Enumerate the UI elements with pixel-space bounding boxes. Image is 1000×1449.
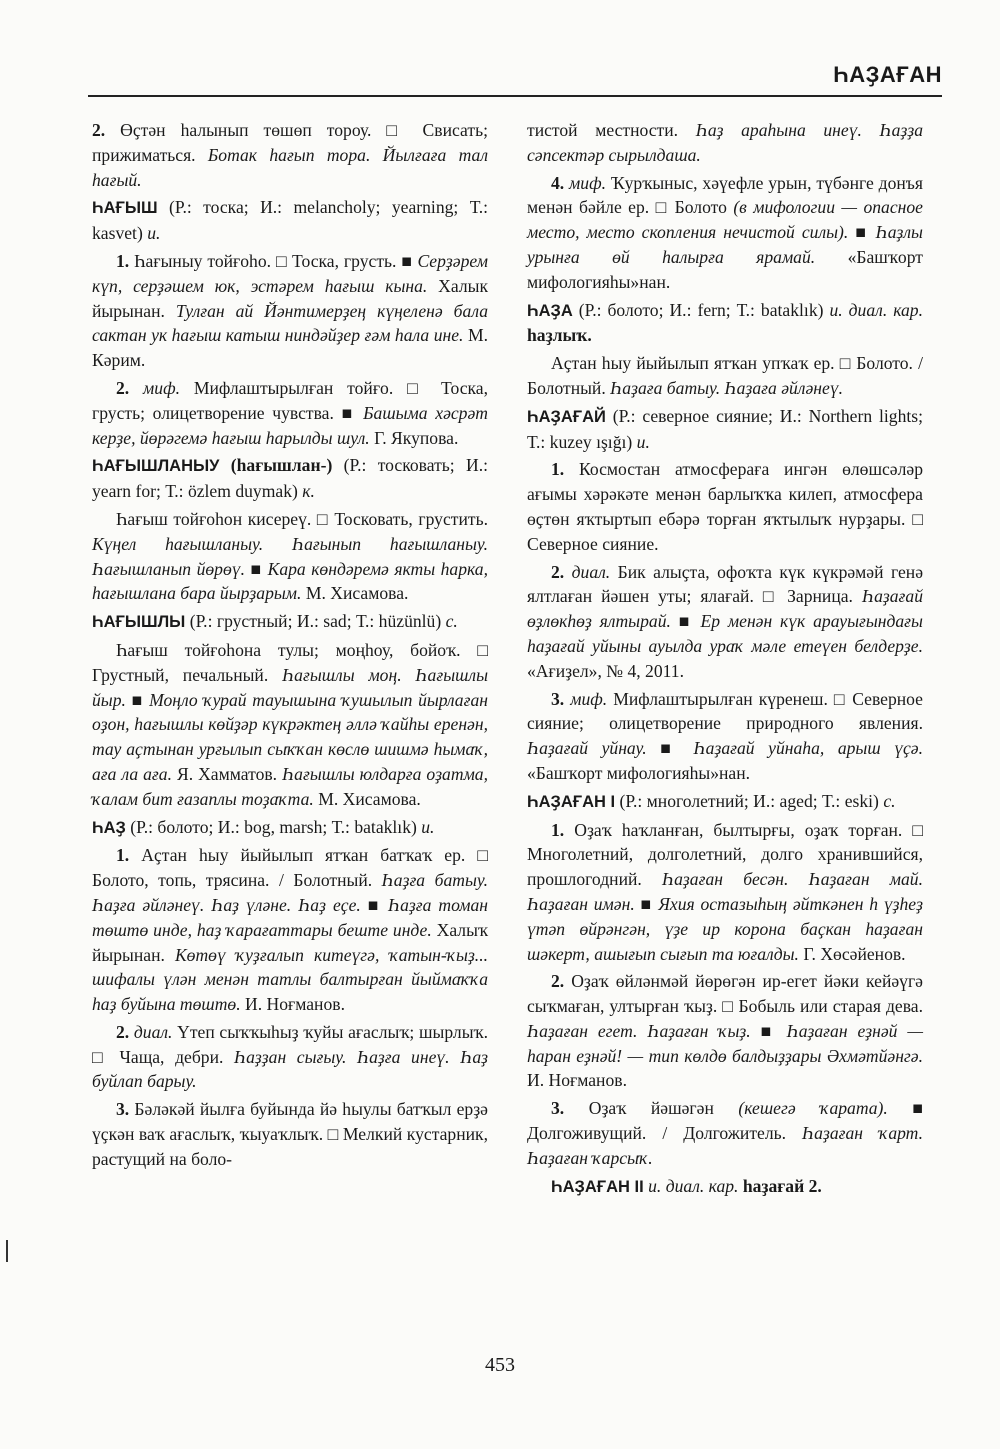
entry-text: Һаҙҙан сығыу. Һаҙға инеү. Һаҙ буйлап барыу. — [92, 1046, 488, 1092]
headword: ҺАҘ — [92, 818, 126, 837]
entry-text: Чаща, дебри. — [108, 1046, 234, 1067]
entry-text: Һағыш тойғоһон кисереү. — [116, 508, 317, 529]
entry-text: Оҙаҡ һаҡланған, былтырғы, оҙаҡ торған. — [574, 819, 913, 840]
entry-text: Бик алыҫта, офоҡта күк күкрәмәй генә ялтлаған йәшен уты; ялағай. — [527, 561, 923, 607]
entry-text: (Р.: тосковать; И.: yearn for; Т.: özlem duymak) — [92, 455, 488, 502]
entry-headline — [92, 195, 488, 246]
entry-sense — [527, 351, 923, 401]
header-rule — [88, 95, 942, 97]
entry-text: и. — [421, 816, 435, 837]
entry-headline — [527, 404, 923, 455]
entry-sense — [527, 118, 923, 168]
entry-text: М. Хисамова. — [313, 788, 421, 809]
entry-text: Һаҙағай уйнау. — [527, 738, 647, 759]
entry-text: М. Хисамова. — [301, 583, 409, 604]
entry-text: Мифлаштырылған тойғо. — [179, 377, 408, 398]
entry-text: с. — [883, 790, 896, 811]
entry-text: Серҙәрем күп, серҙәшем юк, эстәрем һағыш кына. — [92, 250, 488, 296]
entry-text: Һаҙаған егет. Һаҙаған ҡыҙ. — [527, 1020, 751, 1041]
entry-text: Һаҙағай уйнаһа, арыш үҫә. — [679, 738, 924, 759]
entry-text — [751, 1021, 761, 1041]
entry-text: 3. — [551, 1098, 589, 1119]
entry-text: Мифлаштырылған күренеш. — [607, 688, 834, 709]
entry-text: Һаҙаға батыу. Һаҙаға әйләнеү. — [610, 377, 844, 398]
translation-marker-icon — [840, 353, 851, 373]
entry-text: Многолетний, долголетний, долго хранившийся, прошлогодний. — [527, 844, 923, 890]
entry-text: Бәләкәй йылға буйында йә һыулы батҡыл ерҙә үҫкән ваҡ ағаслыҡ, ҡыуаҡлыҡ. — [92, 1099, 488, 1145]
entry-text: (Р.: болото; И.: bog, marsh; Т.: bataklık) — [125, 816, 422, 837]
entry-text: Һаҙ араһына инеү. Һаҙҙа сәпсектәр сырылдаша. — [527, 120, 923, 165]
translation-marker-icon — [317, 509, 329, 529]
headword: ҺАҘАҒАН II — [551, 1177, 644, 1196]
entry-text: (кешегә ҡарата). — [738, 1098, 888, 1119]
entry-text: Оҙаҡ өйләнмәй йөрөгән ир-егет йәки кейәүгә сыҡмаған, ултырған ҡыҙ. — [527, 971, 923, 1017]
entry-text: Свисать; прижиматься. — [92, 120, 488, 165]
entry-text: И. Ноғманов. — [240, 994, 345, 1015]
entry-sense — [527, 171, 923, 295]
translation-marker-icon — [834, 689, 846, 709]
translation-marker-icon — [912, 509, 923, 529]
entry-text: Грустный, печальный. — [92, 664, 283, 685]
translation-marker-icon — [477, 845, 488, 865]
translation-marker-icon — [912, 820, 923, 840]
translation-marker-icon — [386, 120, 407, 140]
entry-text: Көтөү ҡуҙғалып китеүгә, ҡатын-ҡыҙ... шифалы үлән менән татлы балтырған йыймаҡҡа һаҙ буйына төштө. — [92, 944, 489, 1015]
example-marker-icon — [368, 895, 381, 915]
entry-sense — [92, 118, 488, 192]
entry-text: 3. — [551, 688, 571, 709]
entry-text: 1. — [551, 459, 579, 480]
entry-text: к. — [302, 481, 315, 502]
entry-text: диал. — [571, 561, 611, 582]
entry-text: (в мифологии — опасное место, место скопления нечистой силы). — [527, 197, 923, 243]
entry-sense — [92, 376, 488, 450]
entry-text: «Ағиҙел», № 4, 2011. — [527, 660, 684, 681]
entry-text: и. диал. кар. — [643, 1175, 739, 1196]
entry-text: Һаҙлы урынға өй һалырға ярамай. — [527, 222, 923, 267]
entry-sense — [92, 1020, 488, 1094]
entry-text: Ер менән күк арауығындағы һаҙағай уйыны ауылда ураҡ мәле етеүен белдерҙе. — [527, 611, 923, 656]
entry-text: Һаҙға батыу. Һаҙға әйләнеү. Һаҙ үләне. Һаҙ еҫе. — [92, 870, 488, 915]
entry-text: Һағыныу тойғоһо. — [134, 250, 276, 271]
entry-text: Һаҙағай өҙлөкһөҙ ялтырай. — [527, 586, 923, 632]
margin-mark — [6, 1240, 8, 1262]
entry-sense — [527, 1096, 923, 1170]
running-head: ҺАҘАҒАН — [833, 62, 942, 87]
entry-text — [647, 738, 661, 758]
example-marker-icon — [855, 222, 868, 242]
entry-text: «Башҡорт мифологияһы»нан. — [527, 762, 751, 783]
entry-text: миф. — [569, 172, 606, 193]
entry-sense — [527, 560, 923, 684]
entry-text: Оҙаҡ йәшәгән — [588, 1098, 739, 1119]
example-marker-icon — [250, 559, 262, 579]
entry-text: Тосковать, грустить. — [328, 508, 488, 529]
entry-text: с. — [445, 611, 458, 632]
entry-text: Мелкий кустарник, растущий на боло- — [92, 1124, 488, 1169]
entry-text: Я. Хамматов. — [171, 763, 283, 784]
entry-text: «Башҡорт мифологияһы»нан. — [527, 246, 923, 292]
entry-text: Башыма хәсрәт керҙе, йөрәгемә һағыш һарылды шул. — [92, 402, 488, 448]
example-marker-icon — [641, 894, 653, 914]
entry-text: Северное сияние. — [527, 533, 659, 554]
translation-marker-icon — [763, 586, 778, 606]
entry-sense — [92, 638, 488, 812]
entry-text: 2. — [92, 120, 121, 140]
example-marker-icon — [679, 611, 693, 631]
entry-text — [671, 611, 679, 631]
entry-text: Болото. / Болотный. — [527, 353, 923, 398]
entry-headline — [527, 298, 923, 349]
entry-text: 3. — [116, 1099, 135, 1120]
entry-text: диал. — [133, 1021, 173, 1042]
entry-text: Үтеп сыҡҡыһыҙ ҡуйы ағаслыҡ; шырлыҡ. — [172, 1021, 488, 1042]
headword: ҺАҒЫШ — [92, 199, 158, 218]
entry-sense — [92, 843, 488, 1017]
entry-sense — [527, 1174, 923, 1200]
entry-text: Һаҙаған еҙнәй — һаран еҙнәй! — тип көлдө балдыҙҙары Әхмәтйәнгә. — [527, 1020, 923, 1066]
entry-text: Өҫтән һалынып төшөп тороу. — [120, 120, 387, 140]
entry-text: Һаҙаған бесән. Һаҙаған май. Һаҙаған имән. — [527, 869, 923, 914]
entry-sense — [527, 687, 923, 786]
headword: ҺАҘА — [527, 301, 573, 320]
entry-text: Бобыль или старая дева. — [733, 996, 923, 1017]
entry-text: Яхия остазыһың әйткәнен һ үҙһеҙ үтәп өйрәнгән, үҙе ир корона баҫкан һаҙаған шәкерт, ашығып сығып та юғалды. — [527, 893, 923, 964]
entry-text: М. Кәрим. — [92, 325, 488, 371]
entry-text: 2. — [551, 971, 572, 992]
entry-text: миф. — [143, 377, 180, 398]
entry-text: Күңел һағышланыу. Һағынып һағышланыу. Һағышланып йөрөү. — [92, 533, 488, 579]
headword: ҺАҘАҒАЙ — [527, 407, 606, 426]
entry-text: Ҡурҡыныс, хәүефле урын, түбәнге донъя менән бәйле ер. — [527, 172, 923, 218]
page-number: 453 — [485, 1354, 515, 1376]
example-marker-icon — [132, 690, 144, 710]
translation-marker-icon — [276, 251, 287, 271]
entry-headline — [92, 609, 488, 635]
example-marker-icon — [660, 738, 680, 758]
entry-text: Северное сияние; олицетворение природного явления. — [527, 688, 923, 734]
headword: ҺАҘАҒАН I — [527, 792, 616, 811]
entry-text: Болото — [668, 197, 734, 218]
left-column — [92, 118, 488, 1175]
right-column — [527, 118, 923, 1202]
entry-sense — [527, 969, 923, 1093]
entry-text: Космостан атмосфераға ингән өлөшсәләр ағымы хәрәкәте менән барлыҡҡа килеп, атмосфера өҫтөн яҡтыртып ебәрә торған яҡтылыҡ нурҙары. — [527, 459, 924, 529]
entry-text: Һағышлы юлдарға оҙатма, ҡалам бит ғазаплы тоҙаҡта. — [92, 763, 488, 809]
entry-text: и. — [636, 431, 650, 452]
entry-text: Зарница. — [778, 586, 862, 607]
entry-text: И. Ноғманов. — [527, 1070, 627, 1091]
entry-sense — [527, 457, 923, 556]
entry-text: 1. — [116, 250, 135, 271]
entry-sense — [527, 818, 923, 967]
entry-text: Аҫтан һыу йыйылып ятҡан батҡаҡ ер. — [141, 845, 478, 866]
entry-text: (Р.: болото; И.: fern; Т.: bataklık) — [572, 299, 830, 320]
entry-text: и. диал. кар. — [829, 299, 923, 320]
entry-headline — [92, 815, 488, 841]
entry-text: 2. — [551, 561, 572, 582]
example-marker-icon — [401, 251, 412, 271]
entry-text: һаҙағай 2. — [738, 1175, 822, 1196]
translation-marker-icon — [477, 640, 488, 660]
entry-text: (Р.: многолетний; И.: aged; Т.: eski) — [615, 790, 884, 811]
entry-text: Халыҡ йырынан. — [92, 919, 488, 965]
entry-text: Долгоживущий. / Долгожитель. — [527, 1123, 803, 1144]
entry-text: Һағыш тойғоһона тулы; моңһоу, бойоҡ. — [116, 639, 478, 660]
entry-text: Тулған ай Йәнтимерҙең күңеленә бала сактан ук һағыш катыш ниндәйҙер ғәм һала ине. — [92, 300, 489, 346]
entry-text — [888, 1098, 913, 1118]
entry-text: 4. — [551, 172, 570, 193]
entry-text: Ботак һағып тора. Йылғаға тал һағый. — [92, 144, 488, 190]
entry-text: 1. — [551, 819, 575, 840]
entry-sense — [92, 507, 488, 606]
translation-marker-icon — [656, 197, 669, 217]
entry-text: (Р.: северное сияние; И.: Northern lights; Т.: kuzey ışığı) — [527, 405, 923, 452]
entry-text: 1. — [116, 845, 142, 866]
example-marker-icon — [342, 403, 356, 423]
entry-text: 2. — [116, 1021, 134, 1042]
entry-text: (Р.: тоска; И.: melancholy; yearning; Т.: kasvet) — [92, 197, 488, 244]
entry-text: Тоска, грусть. — [287, 250, 402, 271]
entry-text: Һаҙаған ҡарт. Һаҙаған ҡарсыҡ. — [527, 1123, 923, 1168]
entry-text: (Р.: грустный; И.: sad; Т.: hüzünlü) — [185, 611, 446, 632]
translation-marker-icon — [328, 1124, 339, 1144]
entry-text: Һаҙға томан төштө инде, һаҙ ҡарағаттары беште инде. — [92, 894, 488, 940]
translation-marker-icon — [92, 1047, 109, 1067]
headword: ҺАҒЫШЛЫ — [92, 613, 186, 632]
example-marker-icon — [912, 1098, 923, 1118]
entry-text: миф. — [570, 688, 608, 709]
translation-marker-icon — [722, 996, 733, 1016]
entry-text: Моңло ҡурай тауышына ҡушылып йырлаған оҙон, һағышлы көйҙәр күкрәктең әллә ҡайһы еренән, тау аҫтынан урғылып сыҡҡан көслө шишмә һымаҡ, аға ла аға. — [92, 689, 488, 784]
entry-text: Г. Хөсәйенов. — [798, 943, 906, 964]
entry-text: Һағышлы моң. Һағышлы йыр. — [92, 664, 488, 710]
entry-text: Халык йырынан. — [92, 275, 488, 321]
entry-text: и. — [147, 223, 161, 244]
entry-text: Кара көндәремә якты һарка, һағышлана бара йырҙарым. — [92, 558, 488, 604]
entry-sense — [92, 249, 488, 373]
translation-marker-icon — [407, 378, 427, 398]
example-marker-icon — [761, 1021, 777, 1041]
entry-sense — [92, 1097, 488, 1171]
entry-text: Г. Якупова. — [369, 427, 459, 448]
entry-headline — [92, 453, 488, 504]
entry-text: Аҫтан һыу йыйылып ятҡан упҡаҡ ер. — [551, 353, 840, 374]
entry-text: (һағышлан-) — [219, 455, 333, 476]
entry-text — [361, 895, 368, 915]
entry-text: һаҙлыҡ. — [527, 325, 592, 346]
headword: ҺАҒЫШЛАНЫУ — [92, 457, 220, 476]
entry-headline — [527, 789, 923, 815]
entry-text: Болото, топь, трясина. / Болотный. — [92, 870, 382, 891]
entry-text: тистой местности. — [527, 120, 696, 140]
entry-text: Тоска, грусть; олицетворение чувства. — [92, 377, 488, 423]
entry-text: 2. — [116, 377, 144, 398]
